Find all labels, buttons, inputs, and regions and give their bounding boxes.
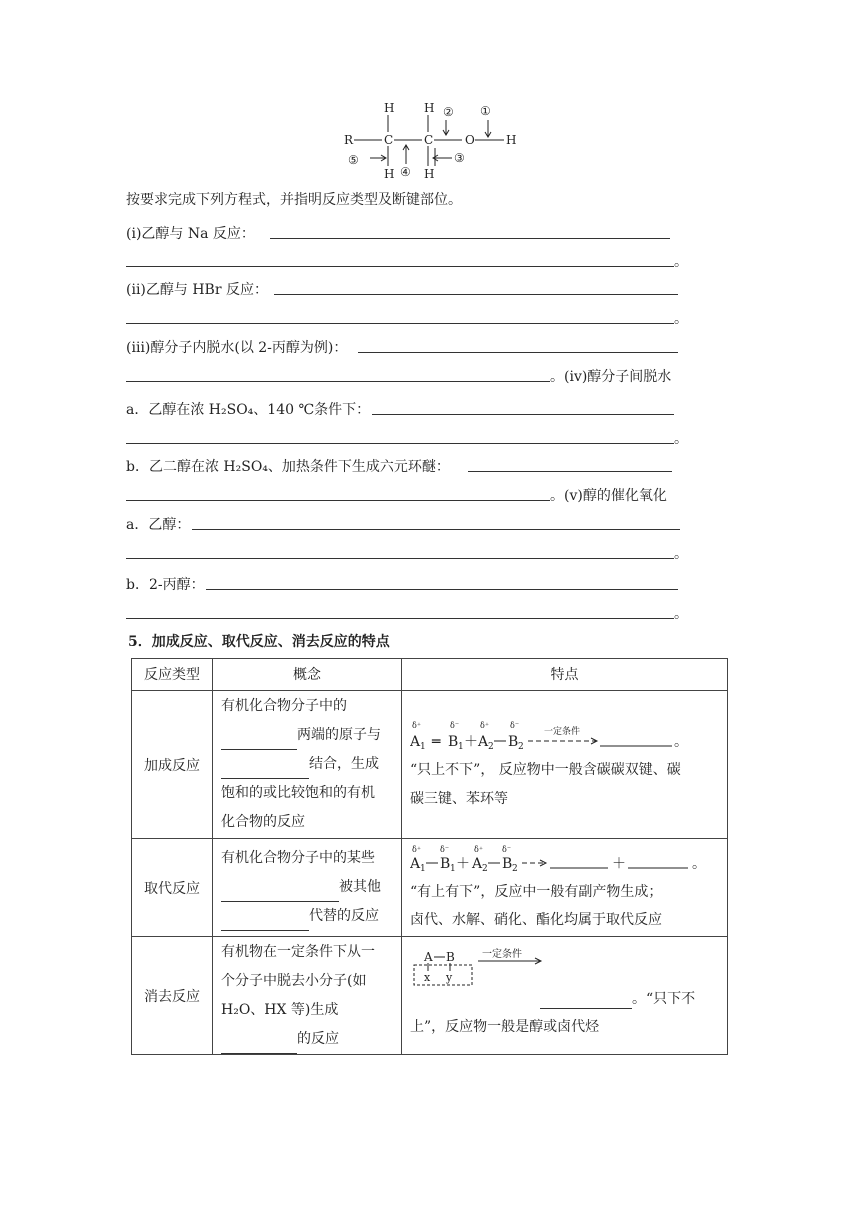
answer-blank-iv-b-1[interactable] bbox=[468, 471, 672, 472]
delta-plus: δ⁺ bbox=[480, 720, 490, 730]
table-header-row bbox=[132, 659, 728, 691]
feature-line: 卤代、水解、硝化、酯化均属于取代反应 bbox=[410, 911, 662, 928]
elimination-equation-svg bbox=[410, 947, 570, 991]
feature-line: “有上有下”，反应中一般有副产物生成； bbox=[410, 883, 663, 900]
delta-plus: δ⁺ bbox=[412, 720, 422, 730]
answer-blank-v-b-2[interactable] bbox=[126, 618, 674, 619]
sub-2: 2 bbox=[482, 863, 488, 874]
atom-h-top2: H bbox=[424, 101, 435, 115]
delta-minus: δ⁻ bbox=[450, 720, 460, 730]
marker-2: ② bbox=[443, 105, 454, 119]
concept-addition bbox=[213, 691, 402, 839]
atom-b2: B bbox=[502, 855, 513, 872]
atom-a2: A bbox=[478, 733, 489, 750]
reaction-types-table bbox=[131, 658, 728, 1055]
concept-line: 有机物在一定条件下从一 bbox=[221, 943, 375, 960]
table-row bbox=[132, 691, 728, 839]
concept-line: 饱和的或比较饱和的有机 bbox=[221, 785, 375, 801]
atom-a1: A bbox=[410, 855, 421, 872]
atom-a2: A bbox=[472, 855, 483, 872]
structure-svg bbox=[330, 98, 530, 182]
addition-equation bbox=[410, 716, 719, 756]
concept-line: 结合，生成 bbox=[309, 756, 379, 772]
feature-line: “只上不下”， 反应物中一般含碳碳双键、碳 bbox=[410, 761, 681, 778]
item-iv-label: 。(ⅳ)醇分子间脱水 bbox=[550, 369, 672, 385]
plus-sign: ＋ bbox=[612, 855, 626, 872]
intro-text: 按要求完成下列方程式，并指明反应类型及断键部位。 bbox=[126, 192, 462, 208]
sub-2: 2 bbox=[488, 741, 494, 752]
addition-equation-svg bbox=[410, 716, 710, 756]
table-row bbox=[132, 839, 728, 937]
header-concept: 概念 bbox=[213, 659, 402, 691]
atom-a: A bbox=[424, 949, 433, 964]
item-iii-label: (ⅲ)醇分子内脱水(以 2-丙醇为例)： bbox=[126, 340, 348, 356]
period: 。 bbox=[674, 311, 688, 327]
type-elimination: 消去反应 bbox=[132, 937, 213, 1055]
header-type: 反应类型 bbox=[132, 659, 213, 691]
concept-substitution bbox=[213, 839, 402, 937]
concept-line: 被其他 bbox=[339, 879, 381, 895]
delta-minus: δ⁻ bbox=[502, 844, 512, 854]
concept-blank[interactable] bbox=[221, 731, 297, 750]
item-ii-label: (ⅱ)乙醇与 HBr 反应： bbox=[126, 282, 268, 298]
delta-plus: δ⁺ bbox=[474, 844, 484, 854]
section-5-title: 5．加成反应、取代反应、消去反应的特点 bbox=[128, 634, 390, 650]
concept-line: 有机化合物分子中的 bbox=[221, 698, 347, 714]
substitution-equation bbox=[410, 842, 719, 878]
marker-3: ③ bbox=[454, 151, 465, 165]
sub-1: 1 bbox=[420, 863, 426, 874]
atom-c1: C bbox=[384, 133, 394, 147]
atom-b: B bbox=[446, 949, 455, 964]
delta-minus: δ⁻ bbox=[510, 720, 520, 730]
delta-minus: δ⁻ bbox=[440, 844, 450, 854]
marker-4: ④ bbox=[400, 165, 411, 179]
concept-blank[interactable] bbox=[221, 1035, 297, 1054]
concept-line: 有机化合物分子中的某些 bbox=[221, 850, 375, 866]
atom-a1: A bbox=[410, 733, 421, 750]
atom-b1: B bbox=[440, 855, 451, 872]
item-v-b-label: b．2-丙醇： bbox=[126, 577, 205, 593]
atom-y: y bbox=[446, 970, 453, 984]
period: 。 bbox=[674, 606, 688, 622]
item-v-a-label: a．乙醇： bbox=[126, 517, 191, 533]
concept-line: H₂O、HX 等)生成 bbox=[221, 1001, 339, 1018]
period: 。 bbox=[674, 733, 688, 750]
answer-blank-iv-a-2[interactable] bbox=[126, 443, 674, 444]
marker-1: ① bbox=[480, 104, 491, 118]
item-i-label: (ⅰ)乙醇与 Na 反应： bbox=[126, 226, 255, 242]
period: 。 bbox=[674, 254, 688, 270]
plus-sign: ＋ bbox=[456, 855, 470, 872]
concept-line: 个分子中脱去小分子(如 bbox=[221, 972, 367, 989]
sub-2: 2 bbox=[518, 741, 524, 752]
concept-blank[interactable] bbox=[221, 912, 309, 931]
concept-line: 代替的反应 bbox=[309, 908, 379, 924]
answer-blank-ii-1[interactable] bbox=[274, 294, 678, 295]
answer-blank-v-a-1[interactable] bbox=[192, 529, 680, 530]
sub-1: 1 bbox=[420, 741, 426, 752]
atom-x: x bbox=[424, 970, 431, 984]
atom-c2: C bbox=[424, 133, 434, 147]
sub-1: 1 bbox=[458, 741, 464, 752]
sub-1: 1 bbox=[450, 863, 456, 874]
plus-sign: ＋ bbox=[464, 733, 478, 750]
substitution-equation-svg bbox=[410, 842, 710, 878]
atom-h-end: H bbox=[506, 133, 517, 147]
feature-line: 上”，反应物一般是醇或卤代烃 bbox=[410, 1018, 600, 1035]
period: 。 bbox=[692, 855, 706, 872]
sub-2: 2 bbox=[512, 863, 518, 874]
feature-blank[interactable] bbox=[540, 990, 632, 1009]
concept-line: 两端的原子与 bbox=[297, 727, 381, 743]
feature-elimination bbox=[402, 937, 728, 1055]
feature-line: 。“只下不 bbox=[632, 990, 696, 1007]
answer-blank-i-2[interactable] bbox=[126, 266, 674, 267]
concept-line: 的反应 bbox=[297, 1030, 339, 1047]
period: 。 bbox=[674, 431, 688, 447]
item-iv-b-label: b．乙二醇在浓 H₂SO₄、加热条件下生成六元环醚： bbox=[126, 459, 450, 475]
atom-h-top1: H bbox=[384, 101, 395, 115]
answer-blank-v-b-1[interactable] bbox=[206, 589, 678, 590]
answer-blank-i-1[interactable] bbox=[270, 238, 670, 239]
concept-line: 化合物的反应 bbox=[221, 814, 305, 830]
answer-blank-iv-a-1[interactable] bbox=[372, 414, 674, 415]
type-substitution: 取代反应 bbox=[132, 839, 213, 937]
concept-elimination bbox=[213, 937, 402, 1055]
atom-b1: B bbox=[448, 733, 459, 750]
atom-h-bot2: H bbox=[424, 167, 435, 181]
feature-line: 碳三键、苯环等 bbox=[410, 790, 508, 807]
answer-blank-iv-b-2[interactable] bbox=[126, 500, 550, 501]
answer-blank-iii-2[interactable] bbox=[126, 381, 550, 382]
answer-blank-iii-1[interactable] bbox=[358, 352, 678, 353]
period: 。 bbox=[674, 546, 688, 562]
concept-blank[interactable] bbox=[221, 883, 339, 902]
concept-blank[interactable] bbox=[221, 760, 309, 779]
type-addition: 加成反应 bbox=[132, 691, 213, 839]
double-bond: ═ bbox=[432, 733, 441, 750]
feature-addition bbox=[402, 691, 728, 839]
item-v-label: 。(ⅴ)醇的催化氧化 bbox=[550, 488, 667, 504]
header-feature: 特点 bbox=[402, 659, 728, 691]
alcohol-structure-diagram bbox=[330, 98, 530, 182]
atom-o: O bbox=[465, 133, 475, 147]
delta-plus: δ⁺ bbox=[412, 844, 422, 854]
item-iv-a-label: a．乙醇在浓 H₂SO₄、140 ℃条件下： bbox=[126, 402, 371, 418]
atom-r: R bbox=[344, 133, 354, 147]
atom-b2: B bbox=[508, 733, 519, 750]
atom-h-bot1: H bbox=[384, 167, 395, 181]
condition-label: 一定条件 bbox=[544, 726, 581, 737]
condition-label: 一定条件 bbox=[482, 948, 522, 960]
table-row bbox=[132, 937, 728, 1055]
elimination-feature-1 bbox=[540, 989, 695, 1009]
marker-5: ⑤ bbox=[348, 153, 359, 167]
feature-substitution bbox=[402, 839, 728, 937]
answer-blank-v-a-2[interactable] bbox=[126, 558, 674, 559]
answer-blank-ii-2[interactable] bbox=[126, 323, 674, 324]
